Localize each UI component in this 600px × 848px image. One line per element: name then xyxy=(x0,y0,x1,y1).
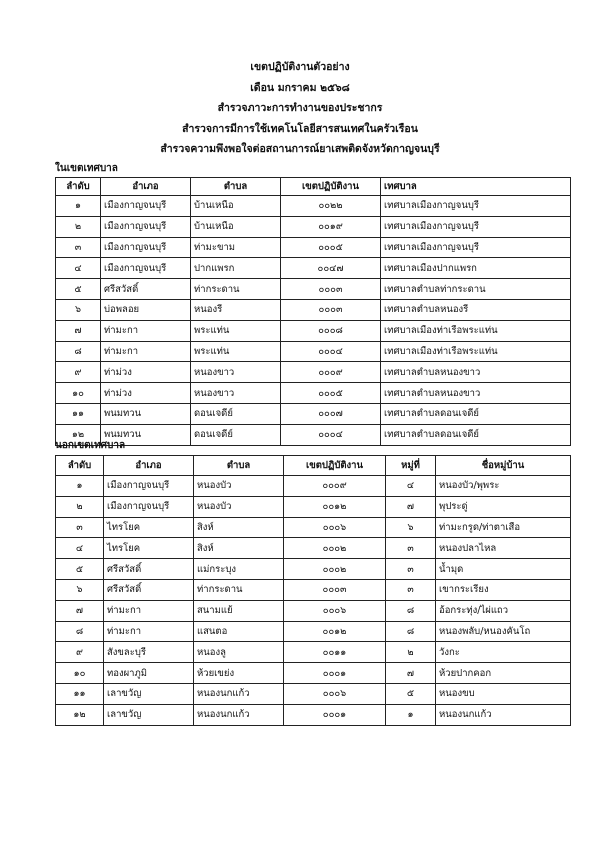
table-cell: เมืองกาญจนบุรี xyxy=(104,496,194,517)
table-cell: หนองบัว/พุพระ xyxy=(436,476,571,497)
header-cell: เขตปฏิบัติงาน xyxy=(284,456,386,476)
table-cell: ๙ xyxy=(56,642,104,663)
table-cell: ๔ xyxy=(56,538,104,559)
table-cell: เทศบาลเมืองปากแพรก xyxy=(381,258,571,279)
header-cell: ตำบล xyxy=(194,456,284,476)
table-row xyxy=(56,258,571,279)
table-cell: ๐๐๐๙ xyxy=(284,476,386,497)
table-cell: ๘ xyxy=(386,621,436,642)
table-cell: บ้านเหนือ xyxy=(191,196,281,217)
header-survey-1: สำรวจภาวะการทำงานของประชากร xyxy=(217,102,383,114)
header-cell: ตำบล xyxy=(191,178,281,196)
table-cell: เทศบาลตำบลท่ากระดาน xyxy=(381,279,571,300)
table-cell: ๐๐๐๓ xyxy=(284,579,386,600)
table-cell: เทศบาลตำบลหนองขาว xyxy=(381,383,571,404)
table-cell: ๗ xyxy=(386,663,436,684)
table-row xyxy=(56,362,571,383)
table-cell: ๐๐๐๖ xyxy=(284,517,386,538)
table-cell: ๕ xyxy=(386,683,436,704)
header-cell: เขตปฏิบัติงาน xyxy=(281,178,381,196)
table-cell: ๗ xyxy=(386,496,436,517)
table-cell: สิงห์ xyxy=(194,517,284,538)
table-cell: ๐๐๔๗ xyxy=(281,258,381,279)
table-cell: หนองรี xyxy=(191,299,281,320)
table-cell: ๑๒ xyxy=(56,424,101,445)
table-cell: ท่ามะกา xyxy=(101,320,191,341)
table-cell: ๐๐๐๔ xyxy=(281,341,381,362)
table-cell: เทศบาลตำบลหนองขาว xyxy=(381,362,571,383)
table-row xyxy=(56,403,571,424)
table-cell: เทศบาลเมืองกาญจนบุรี xyxy=(381,237,571,258)
table-row xyxy=(56,559,571,580)
table-cell: ๑๐ xyxy=(56,383,101,404)
table-cell: ห้วยเขย่ง xyxy=(194,663,284,684)
table-cell: เทศบาลตำบลหนองรี xyxy=(381,299,571,320)
table-cell: ๒ xyxy=(386,642,436,663)
table-cell: ท่ามะกา xyxy=(104,600,194,621)
table-row xyxy=(56,279,571,300)
table-cell: หนองบัว xyxy=(194,476,284,497)
table-row xyxy=(56,663,571,684)
table-cell: หนองนกแก้ว xyxy=(194,704,284,725)
table-cell: ๐๐๐๖ xyxy=(284,683,386,704)
table-cell: ท่ามะกา xyxy=(101,341,191,362)
table-cell: เทศบาลเมืองท่าเรือพระแท่น xyxy=(381,341,571,362)
table-cell: เมืองกาญจนบุรี xyxy=(101,196,191,217)
header-cell: ชื่อหมู่บ้าน xyxy=(436,456,571,476)
table-cell: ๐๐๐๔ xyxy=(281,424,381,445)
table-row xyxy=(56,600,571,621)
table-cell: เมืองกาญจนบุรี xyxy=(101,258,191,279)
table-cell: ๙ xyxy=(56,362,101,383)
table-cell: ๐๐๐๗ xyxy=(281,403,381,424)
table-row xyxy=(56,642,571,663)
table-cell: ไทรโยค xyxy=(104,517,194,538)
table-row xyxy=(56,196,571,217)
section-title-municipal: ในเขตเทศบาล xyxy=(55,163,118,174)
table-cell: ๐๐๑๒ xyxy=(284,496,386,517)
table-cell: ๓ xyxy=(386,559,436,580)
table-cell: ๗ xyxy=(56,320,101,341)
table-cell: ๐๐๑๑ xyxy=(284,642,386,663)
table-cell: ปากแพรก xyxy=(191,258,281,279)
header-cell: หมู่ที่ xyxy=(386,456,436,476)
table-cell: ๐๐๐๙ xyxy=(281,362,381,383)
table-cell: เขากระเรียง xyxy=(436,579,571,600)
table-cell: ๘ xyxy=(386,600,436,621)
table-cell: เทศบาลเมืองท่าเรือพระแท่น xyxy=(381,320,571,341)
table-cell: ๕ xyxy=(56,559,104,580)
table-cell: เลาขวัญ xyxy=(104,683,194,704)
table-cell: ๑ xyxy=(386,704,436,725)
table-cell: แม่กระบุง xyxy=(194,559,284,580)
table-row xyxy=(56,341,571,362)
table-cell: เมืองกาญจนบุรี xyxy=(104,476,194,497)
table-cell: หนองบัว xyxy=(194,496,284,517)
table-cell: ดอนเจดีย์ xyxy=(191,424,281,445)
table-cell: พระแท่น xyxy=(191,320,281,341)
table-cell: ๔ xyxy=(386,476,436,497)
table-cell: ๑ xyxy=(56,476,104,497)
table-cell: อ้อกระทุ่ง/ไผ่แถว xyxy=(436,600,571,621)
table-cell: ๘ xyxy=(56,341,101,362)
table-cell: ๐๐๐๒ xyxy=(284,538,386,559)
table-cell: ๘ xyxy=(56,621,104,642)
table-cell: ๓ xyxy=(386,538,436,559)
table-cell: หนองลู xyxy=(194,642,284,663)
table-cell: ๐๐๐๒ xyxy=(284,559,386,580)
table-cell: หนองขาว xyxy=(191,362,281,383)
table-cell: ๓ xyxy=(56,517,104,538)
header-cell: เทศบาล xyxy=(381,178,571,196)
header-survey-2: สำรวจการมีการใช้เทคโนโลยีสารสนเทศในครัวเรือน xyxy=(182,122,418,135)
table-cell: พุประดู่ xyxy=(436,496,571,517)
table-cell: ทองผาภูมิ xyxy=(104,663,194,684)
table-cell: หนองขาว xyxy=(191,383,281,404)
table-cell: เทศบาลตำบลดอนเจดีย์ xyxy=(381,424,571,445)
table-cell: หนองปลาไหล xyxy=(436,538,571,559)
table-cell: ๖ xyxy=(56,299,101,320)
table-cell: สังขละบุรี xyxy=(104,642,194,663)
table-cell: ศรีสวัสดิ์ xyxy=(101,279,191,300)
table-cell: แสนตอ xyxy=(194,621,284,642)
table-cell: ๒ xyxy=(56,216,101,237)
table-cell: ๓ xyxy=(56,237,101,258)
table-cell: ๗ xyxy=(56,600,104,621)
table-cell: ๐๐๐๑ xyxy=(284,704,386,725)
table-cell: บ่อพลอย xyxy=(101,299,191,320)
table-row xyxy=(56,320,571,341)
table-cell: ๐๐๐๕ xyxy=(281,383,381,404)
header-cell: ลำดับ xyxy=(56,178,101,196)
table-cell: สิงห์ xyxy=(194,538,284,559)
document-header xyxy=(0,57,600,160)
table-cell: ๑๑ xyxy=(56,683,104,704)
table-cell: ท่ากระดาน xyxy=(191,279,281,300)
table-row xyxy=(56,237,571,258)
header-cell: อำเภอ xyxy=(104,456,194,476)
table-cell: ท่ามะกา xyxy=(104,621,194,642)
table-cell: ๐๐๐๑ xyxy=(284,663,386,684)
table-cell: หนองขบ xyxy=(436,683,571,704)
table-cell: ท่ามะกรูด/ท่าตาเสือ xyxy=(436,517,571,538)
table-cell: ๐๐๐๖ xyxy=(284,600,386,621)
table-row xyxy=(56,424,571,445)
table-cell: ๑ xyxy=(56,196,101,217)
table-cell: ศรีสวัสดิ์ xyxy=(104,559,194,580)
table-cell: บ้านเหนือ xyxy=(191,216,281,237)
table-cell: เมืองกาญจนบุรี xyxy=(101,216,191,237)
table-row xyxy=(56,496,571,517)
table-cell: เลาขวัญ xyxy=(104,704,194,725)
table-row xyxy=(56,683,571,704)
table-cell: ๐๐๑๒ xyxy=(284,621,386,642)
table-cell: วังกะ xyxy=(436,642,571,663)
table-row xyxy=(56,383,571,404)
header-survey-3: สำรวจความพึงพอใจต่อสถานการณ์ยาเสพติดจังหวัดกาญจนบุรี xyxy=(160,143,440,155)
table-row xyxy=(56,579,571,600)
table-row xyxy=(56,704,571,725)
table-cell: ๑๒ xyxy=(56,704,104,725)
table-row xyxy=(56,538,571,559)
table-row xyxy=(56,621,571,642)
table-cell: พนมทวน xyxy=(101,424,191,445)
header-title: เขตปฏิบัติงานตัวอย่าง xyxy=(250,61,350,73)
table-cell: ๐๐๐๘ xyxy=(281,320,381,341)
table-cell: เทศบาลตำบลดอนเจดีย์ xyxy=(381,403,571,424)
table-cell: ๑๑ xyxy=(56,403,101,424)
table-cell: เทศบาลเมืองกาญจนบุรี xyxy=(381,216,571,237)
table-cell: เทศบาลเมืองกาญจนบุรี xyxy=(381,196,571,217)
table-row xyxy=(56,216,571,237)
table-cell: ท่ามะขาม xyxy=(191,237,281,258)
table-cell: ศรีสวัสดิ์ xyxy=(104,579,194,600)
table-cell: เมืองกาญจนบุรี xyxy=(101,237,191,258)
header-month: เดือน มกราคม ๒๕๖๘ xyxy=(250,81,350,94)
table-cell: หนองนกแก้ว xyxy=(194,683,284,704)
table-cell: ท่ากระดาน xyxy=(194,579,284,600)
table-cell: พระแท่น xyxy=(191,341,281,362)
municipal-table xyxy=(55,177,571,446)
table-cell: ท่าม่วง xyxy=(101,383,191,404)
table-cell: ๖ xyxy=(56,579,104,600)
table-cell: ท่าม่วง xyxy=(101,362,191,383)
table-cell: ดอนเจดีย์ xyxy=(191,403,281,424)
table-cell: ๐๐๐๕ xyxy=(281,237,381,258)
table-header-row xyxy=(56,178,571,196)
table-cell: ๔ xyxy=(56,258,101,279)
table-cell: ๐๐๐๓ xyxy=(281,279,381,300)
table-cell: หนองพลับ/หนองคันโถ xyxy=(436,621,571,642)
section-title-non-municipal: นอกเขตเทศบาล xyxy=(55,440,126,451)
table-cell: ไทรโยค xyxy=(104,538,194,559)
table-cell: ๖ xyxy=(386,517,436,538)
table-cell: สนามแย้ xyxy=(194,600,284,621)
table-cell: พนมทวน xyxy=(101,403,191,424)
table-cell: ๕ xyxy=(56,279,101,300)
table-row xyxy=(56,476,571,497)
header-cell: อำเภอ xyxy=(101,178,191,196)
table-cell: ห้วยปากคอก xyxy=(436,663,571,684)
table-row xyxy=(56,299,571,320)
table-header-row xyxy=(56,456,571,476)
header-cell: ลำดับ xyxy=(56,456,104,476)
table-cell: ๑๐ xyxy=(56,663,104,684)
table-cell: ๐๐๒๒ xyxy=(281,196,381,217)
non-municipal-table xyxy=(55,455,571,726)
table-cell: หนองนกแก้ว xyxy=(436,704,571,725)
table-row xyxy=(56,517,571,538)
table-cell: ๐๐๑๙ xyxy=(281,216,381,237)
table-cell: ๒ xyxy=(56,496,104,517)
table-cell: ๐๐๐๓ xyxy=(281,299,381,320)
table-cell: ๓ xyxy=(386,579,436,600)
table-cell: น้ำมุด xyxy=(436,559,571,580)
